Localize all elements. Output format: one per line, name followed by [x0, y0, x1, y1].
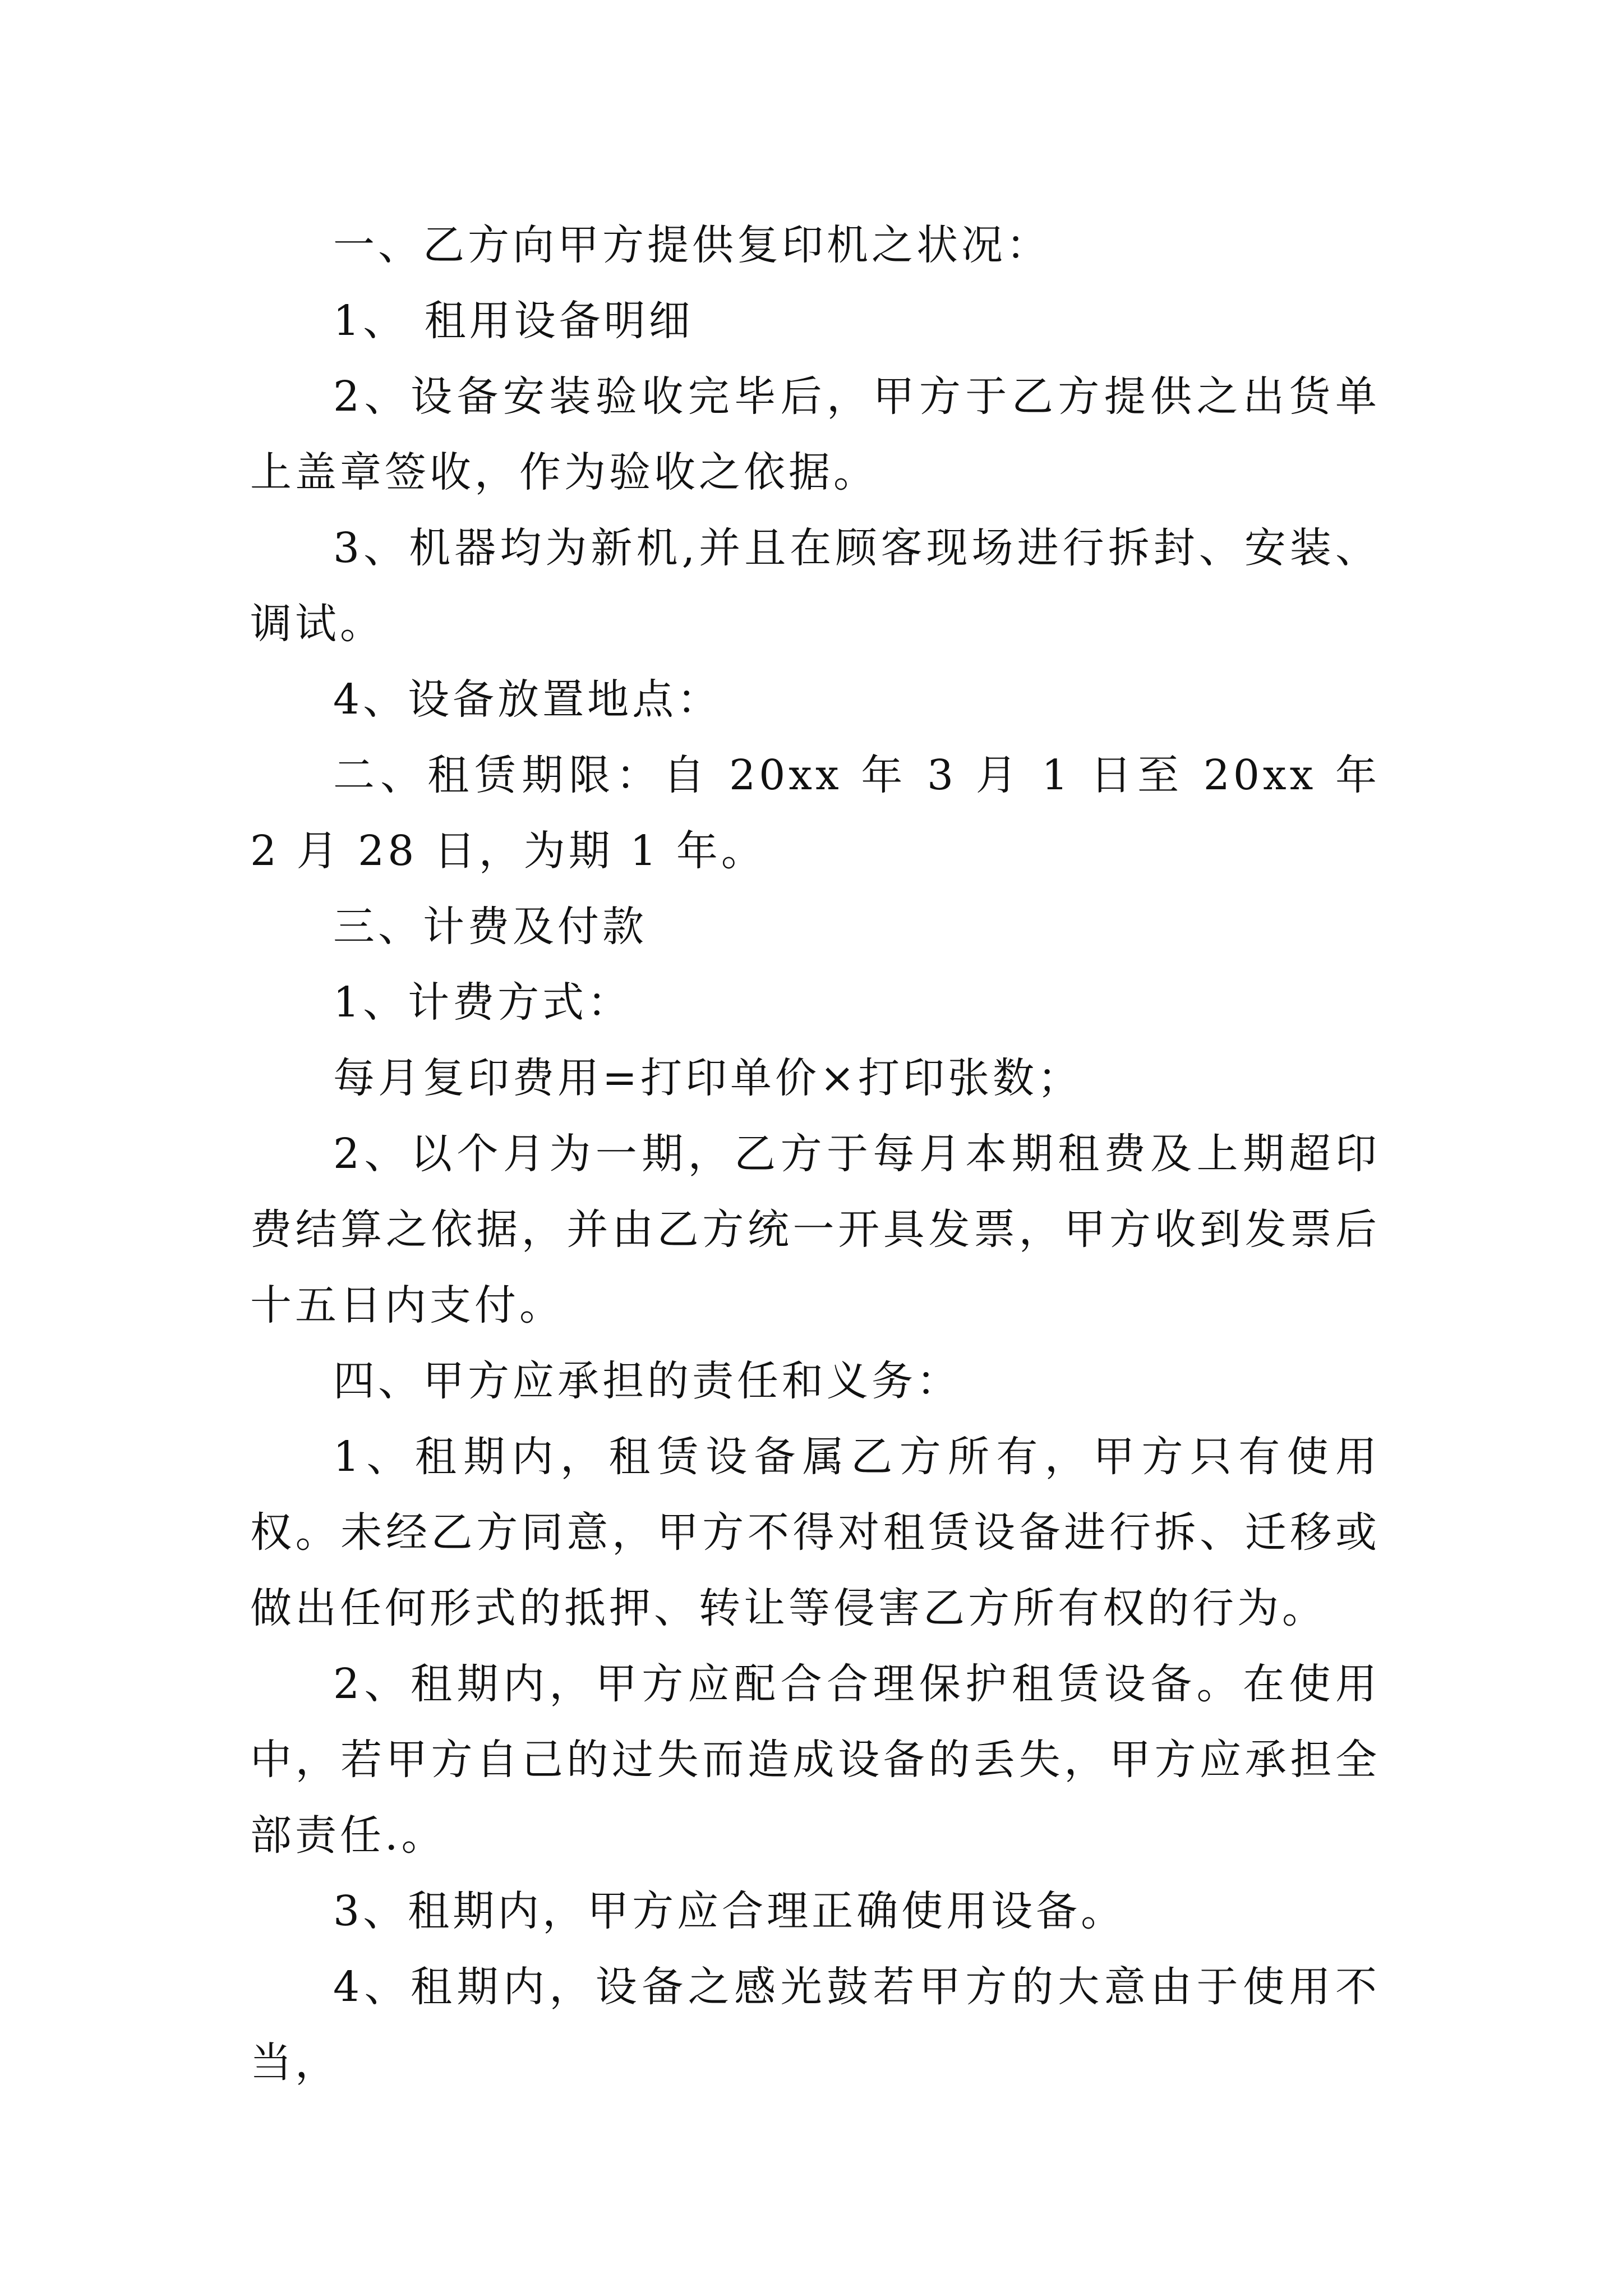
- paragraph-proper-use: 3、租期内，甲方应合理正确使用设备。: [333, 1887, 1126, 1935]
- paragraph-billing-method: 1、计费方式：: [333, 978, 633, 1027]
- paragraph-ownership: 1、租期内，租赁设备属乙方所有，甲方只有使用权。未经乙方同意，甲方不得对租赁设备进行拆、迁移或做出任何形式的抵押、转让等侵害乙方所有权的行为。: [250, 1433, 1380, 1632]
- paragraph-protection: 2、租期内，甲方应配合合理保护租赁设备。在使用中，若甲方自己的过失而造成设备的丢失，甲方应承担全部责任.。: [250, 1660, 1380, 1860]
- paragraph-equipment-list: 1、 租用设备明细: [333, 297, 694, 345]
- document-body: [250, 208, 1380, 2101]
- paragraph-payment-period: 2、以个月为一期，乙方于每月本期租费及上期超印费结算之依据，并由乙方统一开具发票，甲方收到发票后十五日内支付。: [250, 1130, 1380, 1329]
- section-heading-4: 四、甲方应承担的责任和义务：: [333, 1357, 961, 1405]
- section-heading-3: 三、计费及付款: [333, 903, 647, 951]
- paragraph-new-machines: 3、机器均为新机,并且在顾客现场进行拆封、安装、调试。: [250, 524, 1380, 648]
- paragraph-location: 4、设备放置地点：: [333, 675, 722, 724]
- paragraph-acceptance: 2、设备安装验收完毕后，甲方于乙方提供之出货单上盖章签收，作为验收之依据。: [250, 372, 1380, 496]
- section-heading-1: 一、乙方向甲方提供复印机之状况：: [333, 221, 1051, 269]
- paragraph-billing-formula: 每月复印费用=打印单价×打印张数；: [333, 1054, 1083, 1102]
- paragraph-drum: 4、租期内，设备之感光鼓若甲方的大意由于使用不当，: [250, 1963, 1380, 2087]
- section-heading-2: 二、租赁期限：自 20xx 年 3 月 1 日至 20xx 年 2 月 28 日，为期 1 年。: [250, 751, 1380, 875]
